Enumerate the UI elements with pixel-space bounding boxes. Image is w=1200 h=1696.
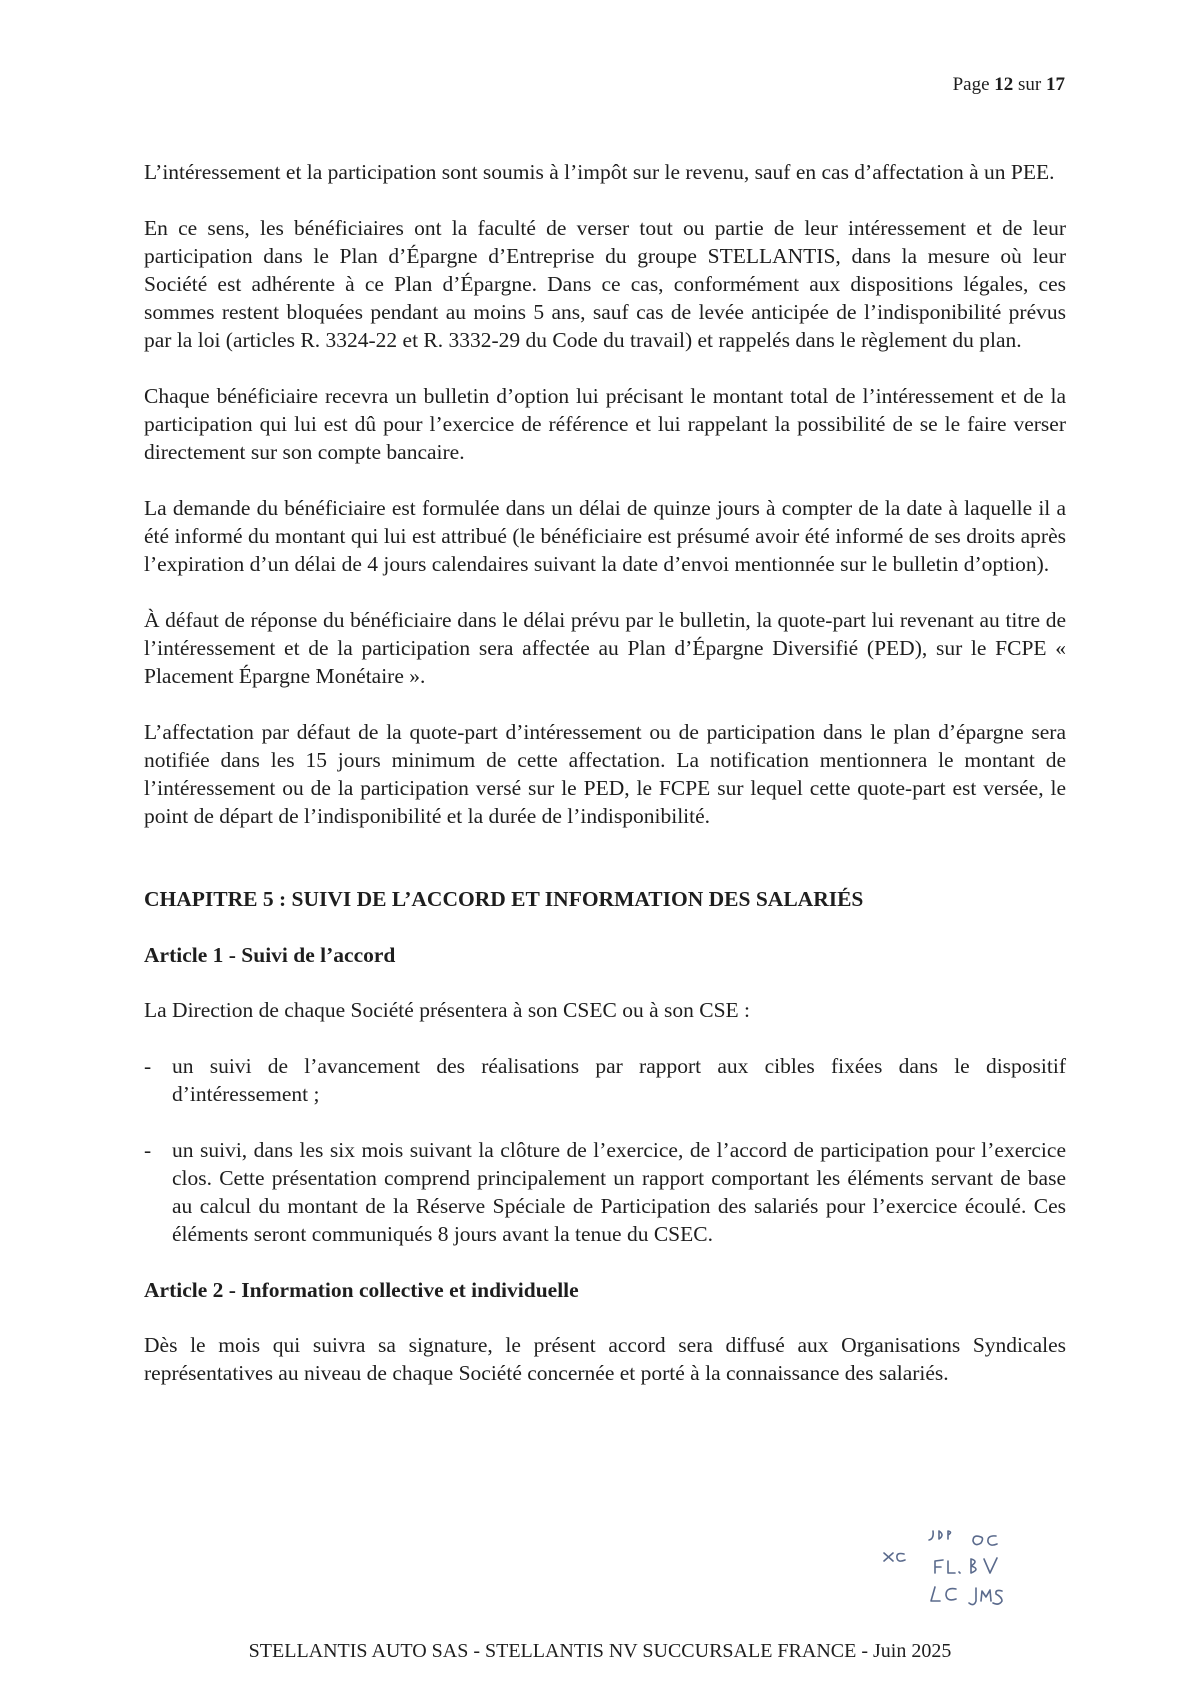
handwritten-initials [880,1525,1050,1615]
bullet-dash: - [144,1054,152,1078]
paragraph-defaut: À défaut de réponse du bénéficiaire dans le délai prévu par le bulletin, la quote-part lui revenant au titre de l’intéressement et de la participation sera affectée au Plan d’Épargne Diversifié (PED), sur le FCPE « Placement Épargne Monétaire ». [144,608,1066,688]
page-number [953,74,1065,96]
paragraph-pee: En ce sens, les bénéficiaires ont la faculté de verser tout ou partie de leur intéressement et de leur participation dans le Plan d’Épargne d’Entreprise du groupe STELLANTIS, dans la mesure où leur Société est adhérente à ce Plan d’Épargne. Dans ce cas, conformément aux dispositions légales, ces sommes restent bloquées pendant au moins 5 ans, sauf cas de levée anticipée de l’indisponibilité prévus par la loi (articles R. 3324-22 et R. 3332-29 du Code du travail) et rappelés dans le règlement du plan. [144,216,1066,352]
chapter-title: CHAPITRE 5 : SUIVI DE L’ACCORD ET INFORMATION DES SALARIÉS [144,887,864,911]
article-1-bullet-list [144,1052,1066,1248]
list-item [144,1052,1066,1108]
paragraph-bulletin: Chaque bénéficiaire recevra un bulletin d’option lui précisant le montant total de l’intéressement et de la participation qui lui est dû pour l’exercice de référence et lui rappelant la possibilité de se le faire verser directement sur son compte bancaire. [144,384,1066,464]
initials-signature-image [880,1525,1050,1615]
page-prefix: Page [952,74,995,95]
paragraph-tax: L’intéressement et la participation sont soumis à l’impôt sur le revenu, sauf en cas d’affectation à un PEE. [144,160,1055,184]
article-1-title: Article 1 - Suivi de l’accord [144,943,396,967]
bullet-text: un suivi, dans les six mois suivant la clôture de l’exercice, de l’accord de participation pour l’exercice clos. Cette présentation comprend principalement un rapport comportant les éléments servant de base au calcul du montant de la Réserve Spéciale de Participation des salariés pour l’exercice écoulé. Ces éléments seront communiqués 8 jours avant la tenue du CSEC. [172,1138,1066,1246]
paragraph-affectation: L’affectation par défaut de la quote-part d’intéressement ou de participation dans le plan d’épargne sera notifiée dans les 15 jours minimum de cette affectation. La notification mentionnera le montant de l’intéressement ou de la participation versé sur le PED, le FCPE sur lequel cette quote-part est versée, le point de départ de l’indisponibilité et la durée de l’indisponibilité. [144,720,1066,828]
paragraph-demande: La demande du bénéficiaire est formulée dans un délai de quinze jours à compter de la date à laquelle il a été informé du montant qui lui est attribué (le bénéficiaire est présumé avoir été informé de ses droits après l’expiration d’un délai de 4 jours calendaires suivant la date d’envoi mentionnée sur le bulletin d’option). [144,496,1066,576]
article-2-title: Article 2 - Information collective et individuelle [144,1278,579,1302]
article-1-intro: La Direction de chaque Société présentera à son CSEC ou à son CSE : [144,998,751,1022]
page-current: 12 [994,74,1014,95]
page-separator: sur [1013,74,1046,95]
page-total: 17 [1046,74,1065,95]
article-2-body: Dès le mois qui suivra sa signature, le présent accord sera diffusé aux Organisations Syndicales représentatives au niveau de chaque Société concernée et porté à la connaissance des salariés. [144,1333,1066,1385]
bullet-dash: - [144,1138,152,1162]
bullet-text: un suivi de l’avancement des réalisations par rapport aux cibles fixées dans le dispositif d’intéressement ; [172,1054,1066,1106]
document-body [144,158,1066,1415]
document-footer: STELLANTIS AUTO SAS - STELLANTIS NV SUCCURSALE FRANCE - Juin 2025 [248,1640,952,1662]
list-item [144,1136,1066,1248]
